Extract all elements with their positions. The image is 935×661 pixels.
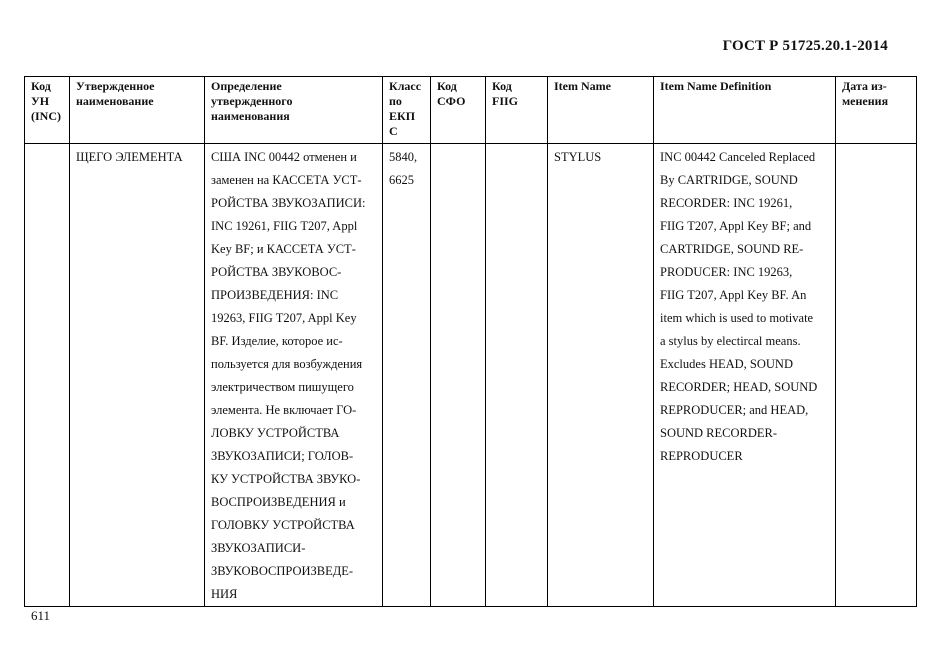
text-line: Код bbox=[31, 79, 51, 93]
text-line: REPRODUCER; and HEAD, bbox=[660, 403, 809, 417]
text-line: США INC 00442 отменен и bbox=[211, 150, 357, 164]
text-line: INC 19261, FIIG T207, Appl bbox=[211, 219, 358, 233]
text-line: BF. Изделие, которое ис- bbox=[211, 334, 343, 348]
text-line: 19263, FIIG T207, Appl Key bbox=[211, 311, 357, 325]
cell-fiig bbox=[486, 144, 548, 607]
text-line: наименование bbox=[76, 94, 154, 108]
text-line: ЩЕГО ЭЛЕМЕНТА bbox=[76, 150, 183, 164]
document-title: ГОСТ Р 51725.20.1-2014 bbox=[722, 38, 888, 54]
text-line: элемента. Не включает ГО- bbox=[211, 403, 357, 417]
header-fiig bbox=[486, 77, 548, 144]
text-line: НИЯ bbox=[211, 587, 238, 601]
text-line: CARTRIDGE, SOUND RE- bbox=[660, 242, 804, 256]
header-class bbox=[383, 77, 431, 144]
text-line: ГОЛОВКУ УСТРОЙСТВА bbox=[211, 518, 355, 532]
text-line: Код bbox=[437, 79, 457, 93]
cell-item-name bbox=[548, 144, 654, 607]
text-line: 5840, bbox=[389, 150, 418, 164]
text-line: ЗВУКОЗАПИСИ; ГОЛОВ- bbox=[211, 449, 354, 463]
text-line: SOUND RECORDER- bbox=[660, 426, 778, 440]
table-header-row bbox=[25, 77, 917, 144]
text-line: INC 00442 Canceled Replaced bbox=[660, 150, 816, 164]
text-line: ЗВУКОВОСПРОИЗВЕДЕ- bbox=[211, 564, 354, 578]
text-line: PRODUCER: INC 19263, bbox=[660, 265, 793, 279]
text-line: item which is used to motivate bbox=[660, 311, 814, 325]
text-line: By CARTRIDGE, SOUND bbox=[660, 173, 798, 187]
text-line: Key BF; и КАССЕТА УСТ- bbox=[211, 242, 356, 256]
text-line: FIIG T207, Appl Key BF; and bbox=[660, 219, 812, 233]
text-line: STYLUS bbox=[554, 150, 602, 164]
text-line: ВОСПРОИЗВЕДЕНИЯ и bbox=[211, 495, 346, 509]
text-line: Определение bbox=[211, 79, 282, 93]
text-line: Дата из- bbox=[842, 79, 887, 93]
cell-approved-name bbox=[70, 144, 205, 607]
cell-item-name-definition bbox=[654, 144, 836, 607]
header-sfo bbox=[431, 77, 486, 144]
header-approved-name bbox=[70, 77, 205, 144]
text-line: FIIG bbox=[492, 94, 519, 108]
header-definition bbox=[205, 77, 383, 144]
text-line: 6625 bbox=[389, 173, 414, 187]
text-line: заменен на КАССЕТА УСТ- bbox=[211, 173, 362, 187]
specification-table bbox=[24, 76, 917, 607]
text-line: RECORDER; HEAD, SOUND bbox=[660, 380, 818, 394]
text-line: Item Name bbox=[554, 79, 611, 93]
text-line: утвержденного bbox=[211, 94, 293, 108]
text-line: Код bbox=[492, 79, 512, 93]
text-line: Утвержденное bbox=[76, 79, 155, 93]
text-line: REPRODUCER bbox=[660, 449, 743, 463]
text-line: (INC) bbox=[31, 109, 61, 123]
text-line: ЛОВКУ УСТРОЙСТВА bbox=[211, 426, 340, 440]
text-line: ЗВУКОЗАПИСИ- bbox=[211, 541, 306, 555]
cell-change-date bbox=[836, 144, 917, 607]
cell-definition bbox=[205, 144, 383, 607]
text-line: пользуется для возбуждения bbox=[211, 357, 363, 371]
text-line: С bbox=[389, 124, 398, 138]
text-line: ПРОИЗВЕДЕНИЯ: INC bbox=[211, 288, 339, 302]
text-line: ЕКП bbox=[389, 109, 416, 123]
text-line: Excludes HEAD, SOUND bbox=[660, 357, 793, 371]
header-item-name bbox=[548, 77, 654, 144]
header-inc bbox=[25, 77, 70, 144]
page-number: 611 bbox=[31, 608, 51, 623]
table-row bbox=[25, 144, 917, 607]
cell-class bbox=[383, 144, 431, 607]
text-line: КУ УСТРОЙСТВА ЗВУКО- bbox=[211, 472, 361, 486]
text-line: электричеством пишущего bbox=[211, 380, 354, 394]
text-line: Item Name Definition bbox=[660, 79, 772, 93]
text-line: УН bbox=[31, 94, 50, 108]
text-line: РОЙСТВА ЗВУКОВОС- bbox=[211, 265, 342, 279]
text-line: RECORDER: INC 19261, bbox=[660, 196, 793, 210]
text-line: СФО bbox=[437, 94, 466, 108]
cell-sfo bbox=[431, 144, 486, 607]
text-line: a stylus by electircal means. bbox=[660, 334, 801, 348]
text-line: Класс bbox=[389, 79, 422, 93]
text-line: РОЙСТВА ЗВУКОЗАПИСИ: bbox=[211, 196, 366, 210]
text-line: FIIG T207, Appl Key BF. An bbox=[660, 288, 807, 302]
header-change-date bbox=[836, 77, 917, 144]
text-line: по bbox=[389, 94, 402, 108]
text-line: менения bbox=[842, 94, 889, 108]
header-item-name-definition bbox=[654, 77, 836, 144]
cell-inc bbox=[25, 144, 70, 607]
text-line: наименования bbox=[211, 109, 290, 123]
